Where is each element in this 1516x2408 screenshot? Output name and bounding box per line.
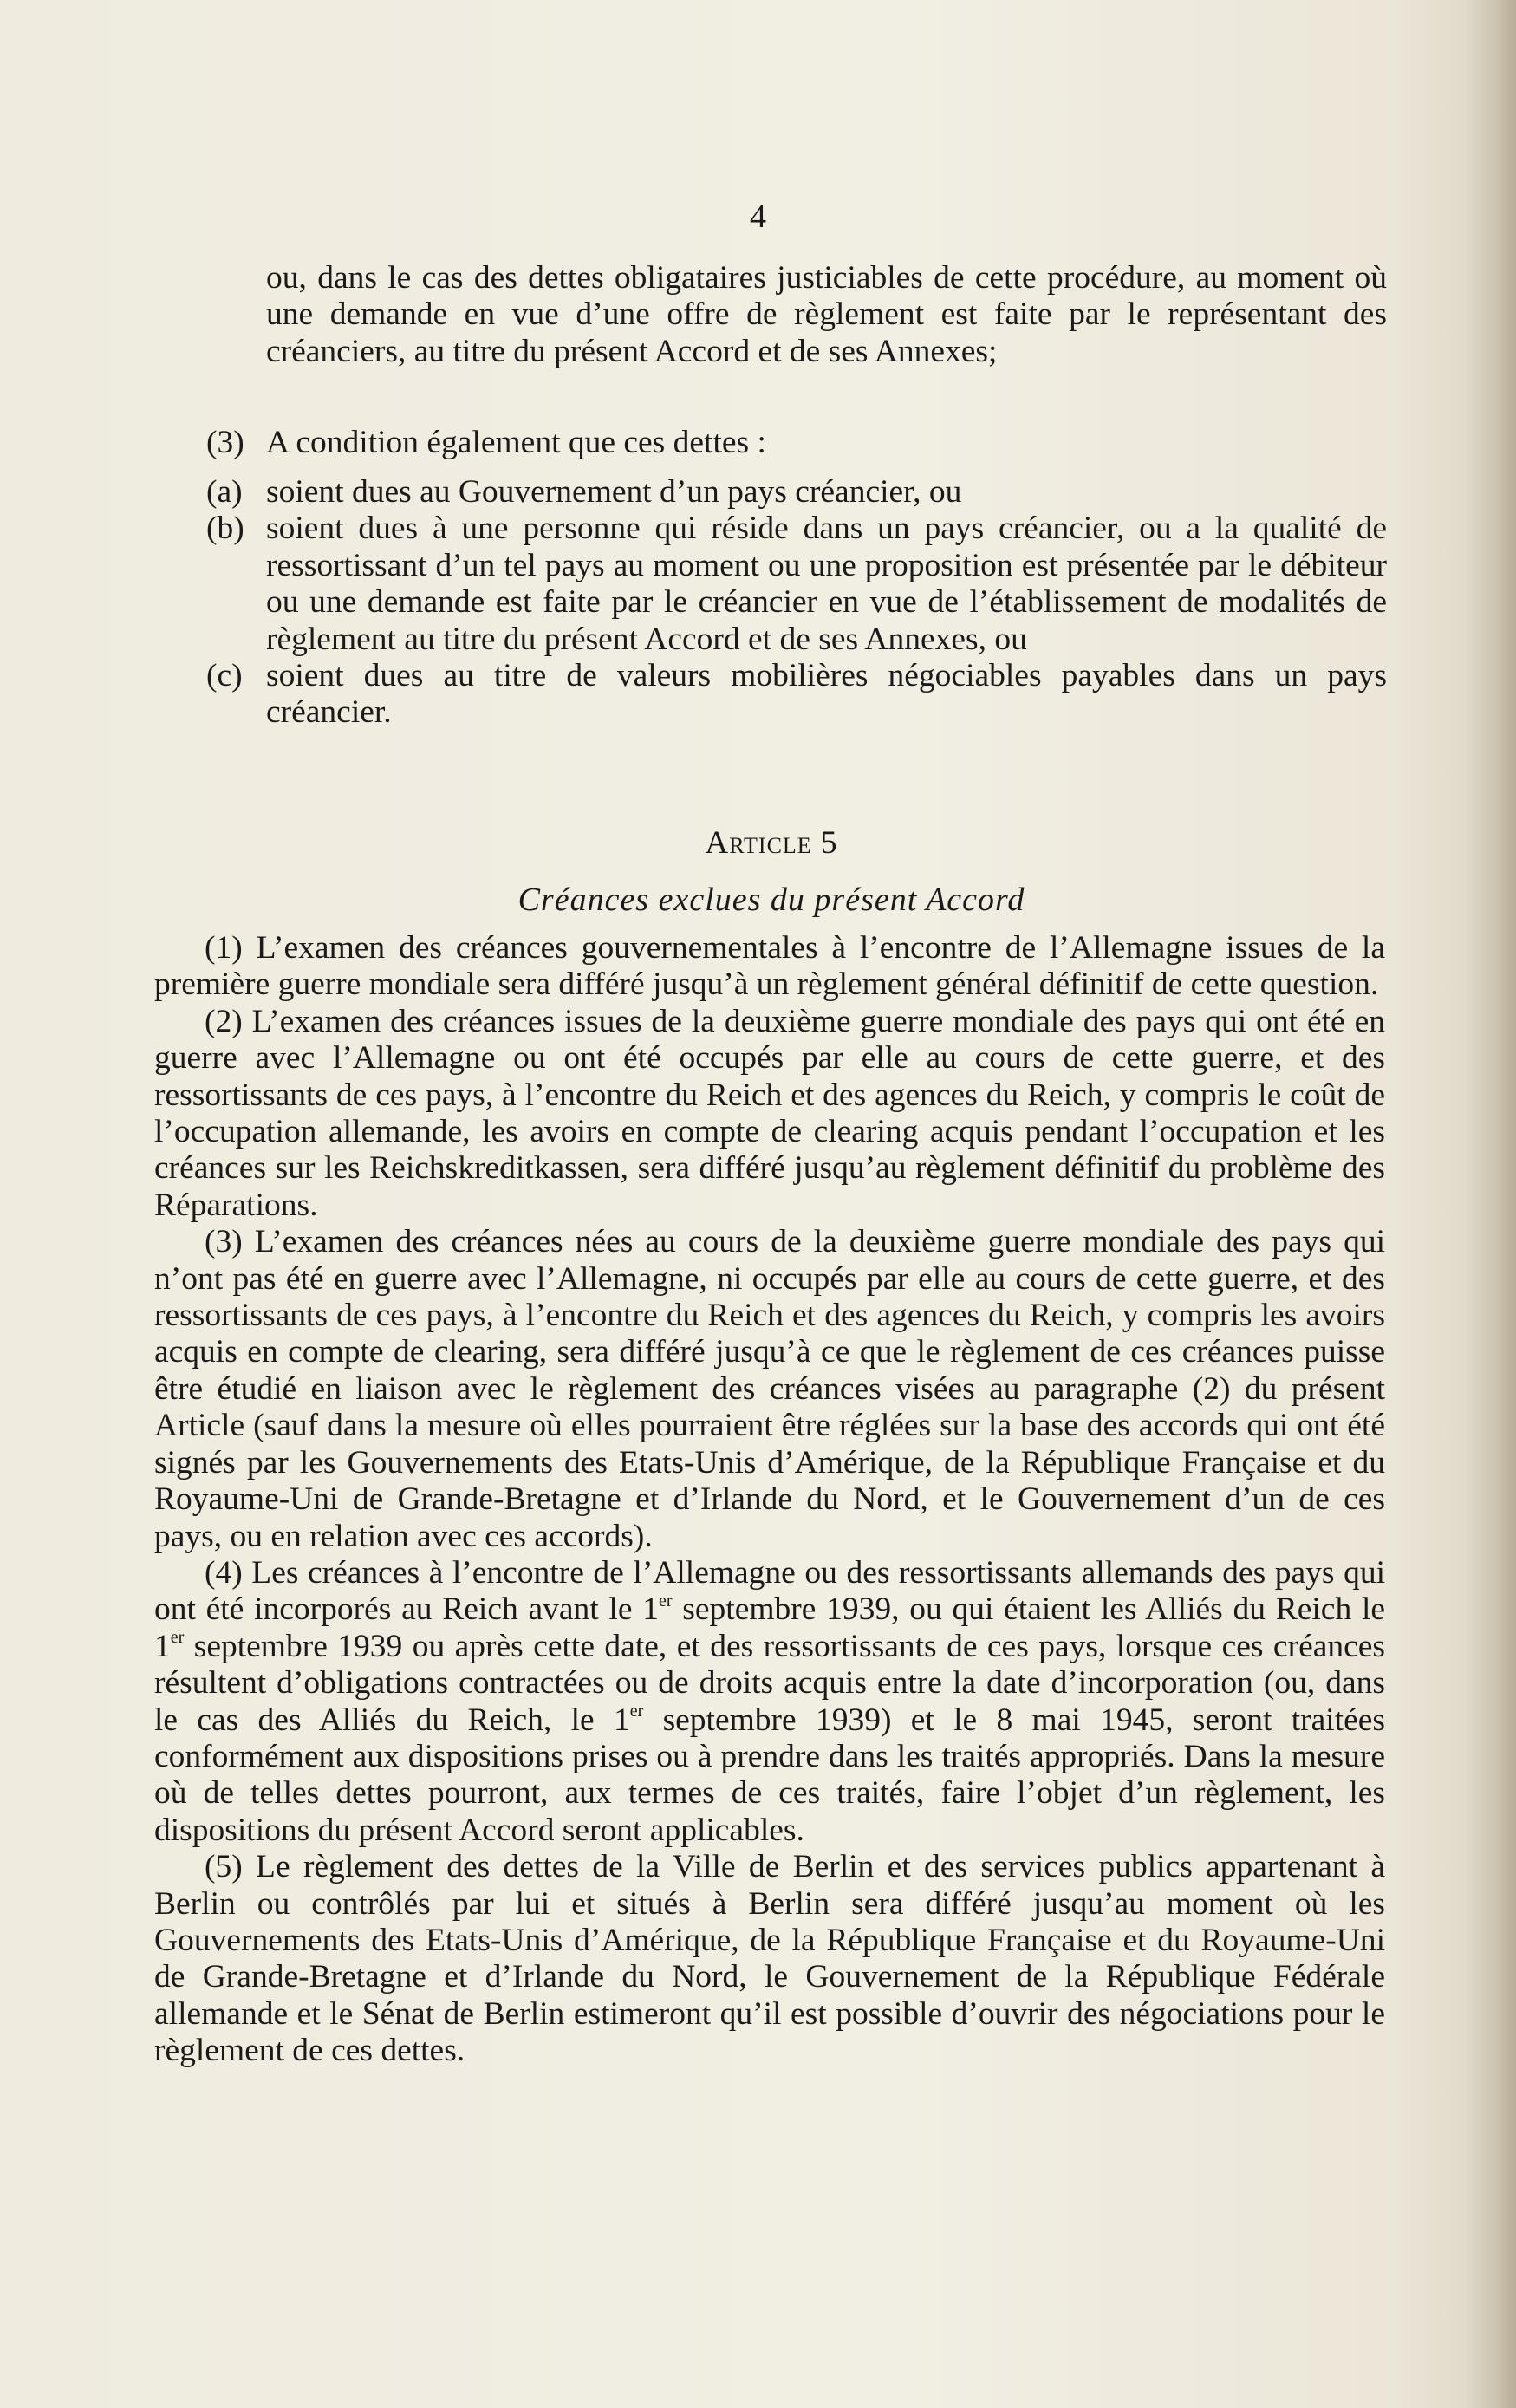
paragraph-4-part-b: septembre 1939, ou qui étaient les Alliés du Reich le 1	[154, 1591, 1386, 1664]
paragraph-4-part-a: (4) Les créances à l’encontre de l’Allemagne ou des ressortissants allemands des pays qui ont été incorporés au Reich avant le 1	[154, 1554, 1385, 1628]
subitem-c	[156, 658, 1387, 732]
clause-3-marker: (3)	[206, 425, 244, 460]
paragraph-2: (2) L’examen des créances issues de la deuxième guerre mondiale des pays qui ont été en guerre avec l’Allemagne ou ont été occupés par elle au cours de cette guerre, et des ressortissants de ces pays, à l’encontre du Reich et des agences du Reich, y compris le coût de l’occupation allemande, les avoirs en compte de clearing acquis pendant l’occupation et les créances sur les Reichskreditkassen, sera différé jusqu’au règlement définitif du problème des Réparations.	[154, 1003, 1385, 1223]
paragraph-3: (3) L’examen des créances nées au cours de la deuxième guerre mondiale des pays qui n’ont pas été en guerre avec l’Allemagne, ni occupés par elle au cours de cette guerre, et des ressortissants de ces pays, à l’encontre du Reich et des agences du Reich, y compris les avoirs acquis en compte de clearing, sera différé jusqu’à ce que le règlement de ces créances puisse être étudié en liaison avec le règlement des créances visées au paragraphe (2) du présent Article (sauf dans la mesure où elles pourraient être réglées sur la base des accords qui ont été signés par les Gouvernements des Etats-Unis d’Amérique, de la République Française et du Royaume-Uni de Grande-Bretagne et d’Irlande du Nord, et le Gouvernement d’un de ces pays, ou en relation avec ces accords).	[154, 1224, 1385, 1554]
subitem-b-text: soient dues à une personne qui réside dans un pays créancier, ou a la qualité de ressortissant d’un tel pays au moment ou une proposition est présentée par le débiteur ou une demande est faite par le créancier en vue de l’établissement de modalités de règlement au titre du présent Accord et de ses Annexes, ou	[266, 511, 1387, 657]
paragraph-4-part-c: septembre 1939 ou après cette date, et des ressortissants de ces pays, lorsque ces créances résultent d’obligations contractées ou de droits acquis entre la date d’incorporation (ou, dans le cas des Alliés du Reich, le 1	[154, 1628, 1385, 1738]
paragraph-4	[154, 1555, 1385, 1849]
clause-3-block	[156, 425, 1387, 461]
clause-3-text: A condition également que ces dettes :	[266, 425, 766, 460]
subitem-a-text: soient dues au Gouvernement d’un pays créancier, ou	[266, 474, 962, 510]
clause-3	[156, 425, 1387, 461]
page-gutter-shadow	[1464, 0, 1516, 2408]
article-subtitle-block	[156, 882, 1387, 918]
paragraph-4-part-d: septembre 1939) et le 8 mai 1945, seront traitées conformément aux dispositions prises ou à prendre dans les traités appropriés. Dans la mesure où de telles dettes pourront, aux termes de ces traités, faire l’objet d’un règlement, les dispositions du présent Accord seront applicables.	[154, 1702, 1385, 1848]
ordinal-sup-1: er	[659, 1591, 673, 1611]
intro-continuation-block	[156, 260, 1387, 370]
intro-continuation: ou, dans le cas des dettes obligataires justiciables de cette procédure, au moment où une demande en vue d’une offre de règlement est faite par le représentant des créanciers, au titre du présent Accord et de ses Annexes;	[266, 260, 1387, 369]
article-body	[154, 930, 1385, 2070]
page-number: 4	[750, 198, 766, 235]
article-title: Article 5	[705, 825, 838, 861]
ordinal-sup-3: er	[629, 1702, 644, 1721]
paragraph-1: (1) L’examen des créances gouvernementales à l’encontre de l’Allemagne issues de la première guerre mondiale sera différé jusqu’à un règlement général définitif de cette question.	[154, 930, 1385, 1003]
subitem-a-marker: (a)	[206, 474, 243, 510]
article-heading	[156, 825, 1387, 862]
article-subtitle: Créances exclues du présent Accord	[517, 882, 1025, 918]
subitem-c-text: soient dues au titre de valeurs mobilières négociables payables dans un pays créancier.	[266, 658, 1387, 731]
subitems-block	[156, 474, 1387, 732]
ordinal-sup-2: er	[170, 1628, 185, 1648]
subitem-b	[156, 511, 1387, 658]
subitem-c-marker: (c)	[206, 658, 243, 694]
subitem-b-marker: (b)	[206, 511, 244, 547]
subitem-a	[156, 474, 1387, 511]
paragraph-5: (5) Le règlement des dettes de la Ville de Berlin et des services publics appartenant à Berlin ou contrôlés par lui et situés à Berlin sera différé jusqu’au moment où les Gouvernements des Etats-Unis d’Amérique, de la République Française et du Royaume-Uni de Grande-Bretagne et d’Irlande du Nord, le Gouvernement de la République Fédérale allemande et le Sénat de Berlin estimeront qu’il est possible d’ouvrir des négociations pour le règlement de ces dettes.	[154, 1849, 1385, 2069]
